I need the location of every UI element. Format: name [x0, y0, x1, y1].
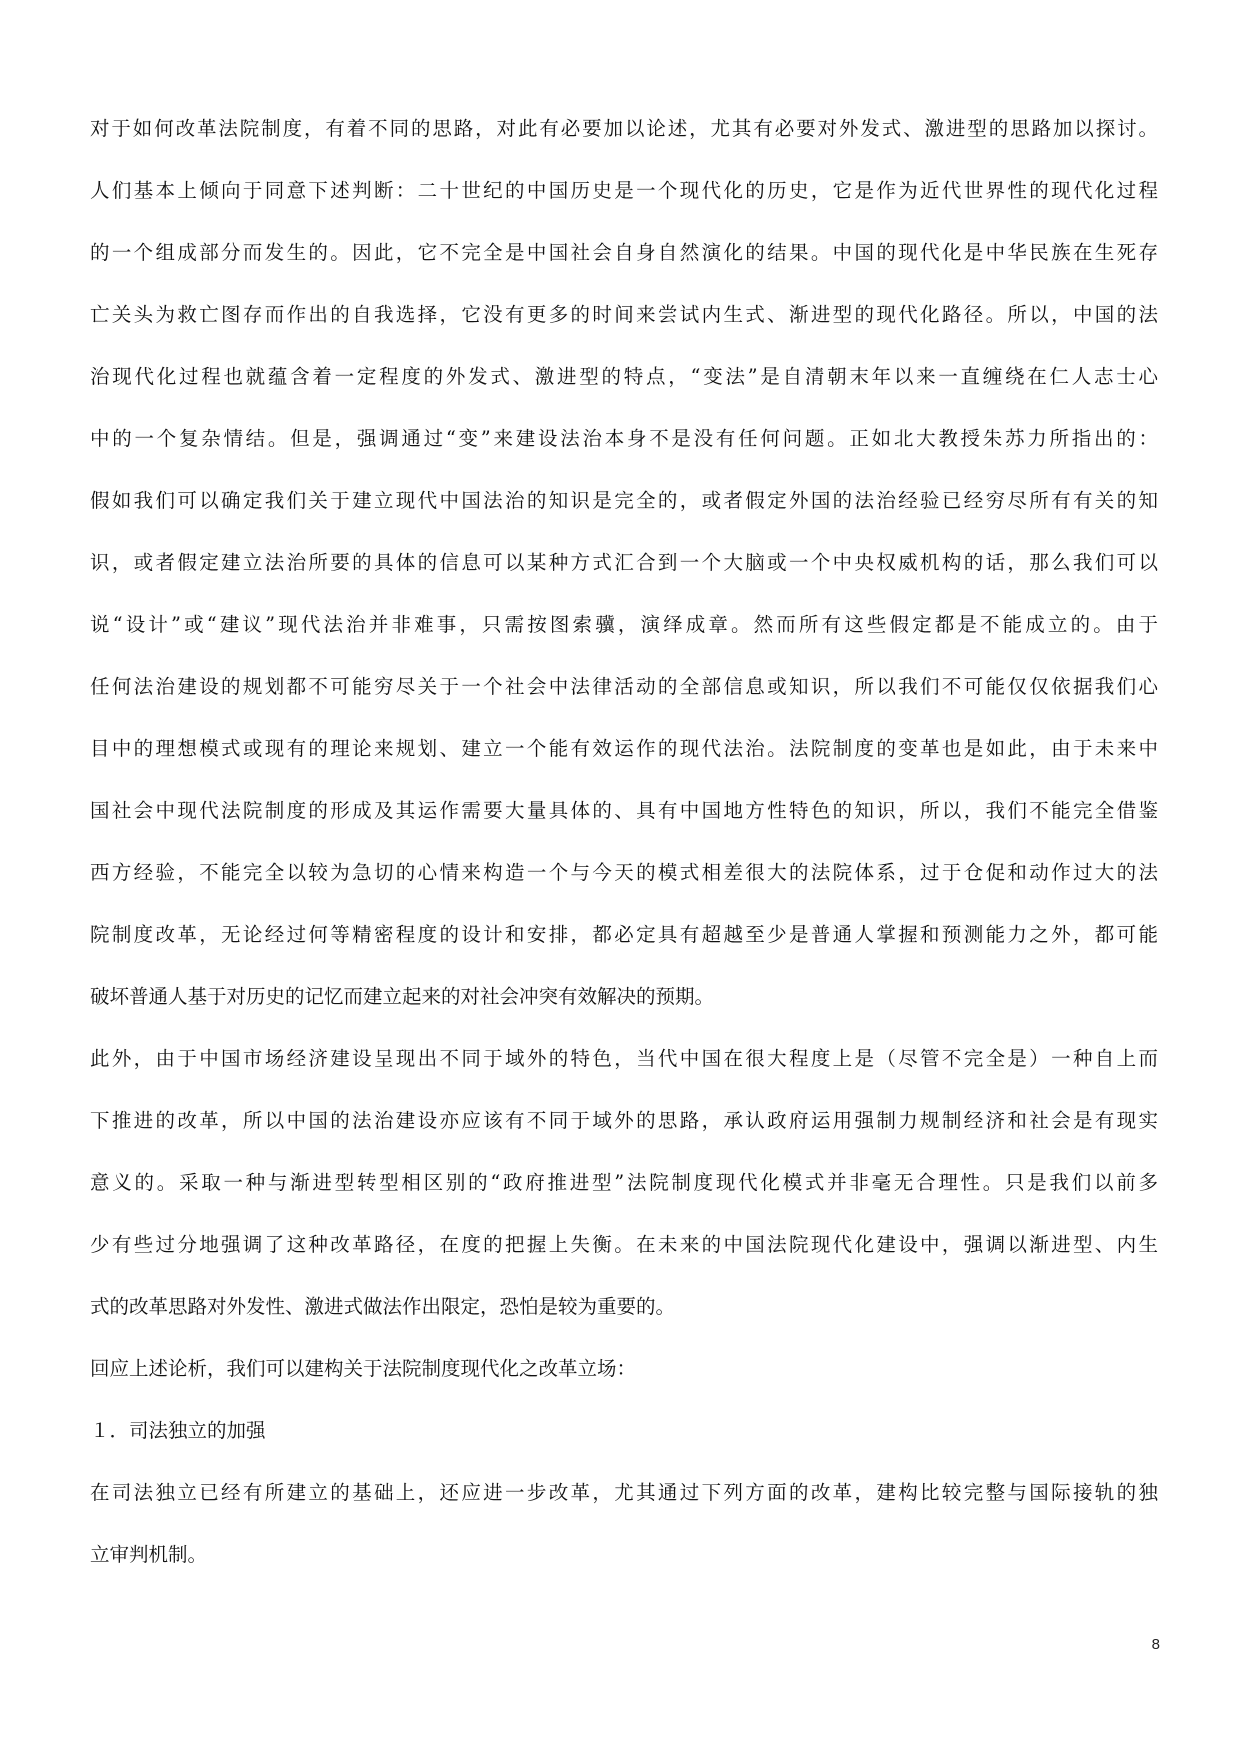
text-line-5: 治现代化过程也就蕴含着一定程度的外发式、激进型的特点，“变法”是自清朝末年以来一直缠绕在仁人志士心	[90, 365, 1158, 388]
text-line-6: 中的一个复杂情结。但是，强调通过“变”来建设法治本身不是没有任何问题。正如北大教授朱苏力所指出的：	[90, 427, 1158, 450]
text-line-14: 院制度改革，无论经过何等精密程度的设计和安排，都必定具有超越至少是普通人掌握和预测能力之外，都可能	[90, 923, 1158, 946]
text-line-16: 此外，由于中国市场经济建设呈现出不同于域外的特色，当代中国在很大程度上是（尽管不完全是）一种自上而	[90, 1047, 1158, 1070]
text-line-2: 人们基本上倾向于同意下述判断：二十世纪的中国历史是一个现代化的历史，它是作为近代世界性的现代化过程	[90, 179, 1158, 202]
text-line-21: 回应上述论析，我们可以建构关于法院制度现代化之改革立场：	[90, 1357, 637, 1380]
text-line-8: 识，或者假定建立法治所要的具体的信息可以某种方式汇合到一个大脑或一个中央权威机构的话，那么我们可以	[90, 551, 1158, 574]
text-line-20: 式的改革思路对外发性、激进式做法作出限定，恐怕是较为重要的。	[90, 1295, 676, 1318]
text-line-10: 任何法治建设的规划都不可能穷尽关于一个社会中法律活动的全部信息或知识，所以我们不可能仅仅依据我们心	[90, 675, 1158, 698]
text-line-24: 立审判机制。	[90, 1543, 208, 1566]
text-line-18: 意义的。采取一种与渐进型转型相区别的“政府推进型”法院制度现代化模式并非毫无合理性。只是我们以前多	[90, 1171, 1158, 1194]
text-line-15: 破坏普通人基于对历史的记忆而建立起来的对社会冲突有效解决的预期。	[90, 985, 715, 1008]
text-line-9: 说“设计”或“建议”现代法治并非难事，只需按图索骥，演绎成章。然而所有这些假定都是不能成立的。由于	[90, 613, 1158, 636]
text-line-4: 亡关头为救亡图存而作出的自我选择，它没有更多的时间来尝试内生式、渐进型的现代化路径。所以，中国的法	[90, 303, 1158, 326]
text-line-17: 下推进的改革，所以中国的法治建设亦应该有不同于域外的思路，承认政府运用强制力规制经济和社会是有现实	[90, 1109, 1158, 1132]
text-line-3: 的一个组成部分而发生的。因此，它不完全是中国社会自身自然演化的结果。中国的现代化是中华民族在生死存	[90, 241, 1158, 264]
text-line-11: 目中的理想模式或现有的理论来规划、建立一个能有效运作的现代法治。法院制度的变革也是如此，由于未来中	[90, 737, 1158, 760]
text-line-12: 国社会中现代法院制度的形成及其运作需要大量具体的、具有中国地方性特色的知识，所以，我们不能完全借鉴	[90, 799, 1158, 822]
text-line-7: 假如我们可以确定我们关于建立现代中国法治的知识是完全的，或者假定外国的法治经验已经穷尽所有有关的知	[90, 489, 1158, 512]
page-number: 8	[1151, 1636, 1160, 1653]
text-line-23: 在司法独立已经有所建立的基础上，还应进一步改革，尤其通过下列方面的改革，建构比较完整与国际接轨的独	[90, 1481, 1158, 1504]
document-body	[90, 98, 1158, 1586]
text-line-19: 少有些过分地强调了这种改革路径，在度的把握上失衡。在未来的中国法院现代化建设中，强调以渐进型、内生	[90, 1233, 1158, 1256]
section-heading: １．司法独立的加强	[90, 1419, 266, 1442]
text-line-1: 对于如何改革法院制度，有着不同的思路，对此有必要加以论述，尤其有必要对外发式、激进型的思路加以探讨。	[90, 117, 1158, 140]
text-line-13: 西方经验，不能完全以较为急切的心情来构造一个与今天的模式相差很大的法院体系，过于仓促和动作过大的法	[90, 861, 1158, 884]
